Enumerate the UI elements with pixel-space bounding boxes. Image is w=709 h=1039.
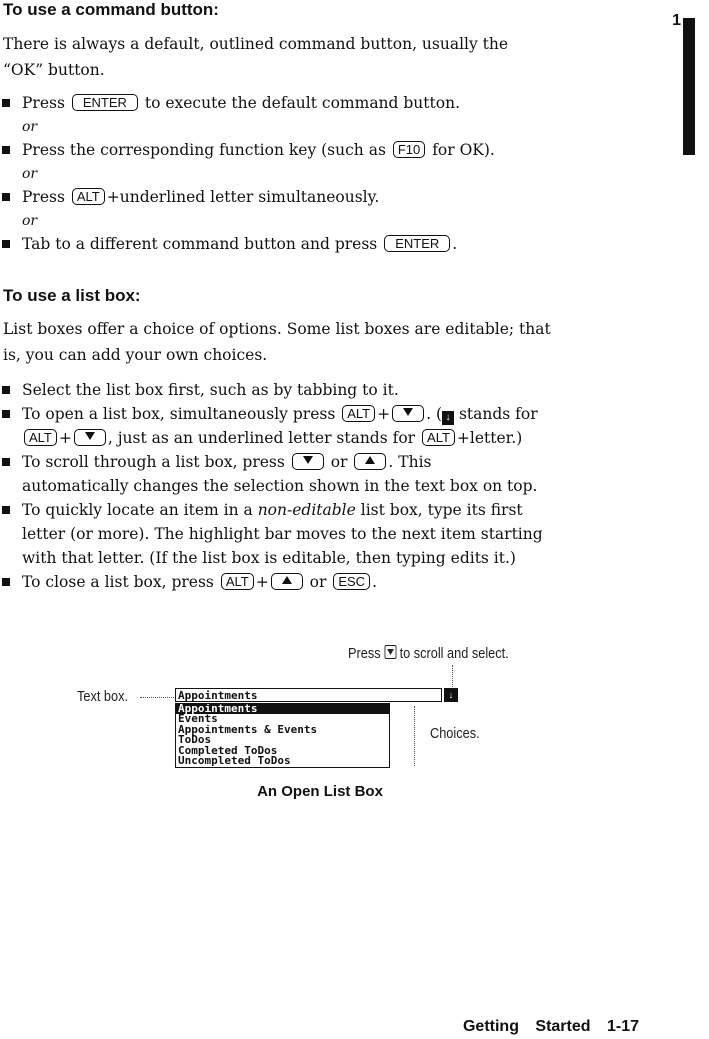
down-arrow-key bbox=[74, 429, 106, 446]
list-item: Completed ToDos bbox=[178, 745, 278, 756]
down-arrow-key-icon bbox=[384, 645, 396, 659]
list-item: Events bbox=[178, 714, 218, 725]
text: or bbox=[330, 453, 348, 471]
f10-key: F10 bbox=[393, 141, 425, 158]
bullet bbox=[2, 386, 10, 394]
bullet bbox=[2, 240, 10, 248]
text: + bbox=[255, 573, 269, 591]
text: with that letter. (If the list box is editable, then typing edits it.) bbox=[22, 549, 516, 567]
text: stands for bbox=[458, 405, 538, 423]
list-item bbox=[22, 232, 642, 256]
list-item bbox=[22, 138, 642, 162]
list-item: Appointments & Events bbox=[178, 724, 318, 736]
enter-key: ENTER bbox=[384, 235, 450, 252]
figure-caption: An Open List Box bbox=[257, 783, 383, 800]
text: letter (or more). The highlight bar moves to the next item starting bbox=[22, 525, 543, 543]
intro-line-1: There is always a default, outlined command button, usually the bbox=[3, 35, 509, 53]
text: +underlined letter simultaneously. bbox=[106, 188, 380, 206]
heading-list-box: To use a list box: bbox=[3, 286, 141, 305]
list-item bbox=[22, 498, 642, 570]
or-label: or bbox=[22, 119, 38, 135]
text: To scroll through a list box, press bbox=[22, 453, 285, 471]
text: to scroll and select. bbox=[399, 645, 509, 662]
list-item bbox=[22, 185, 642, 209]
bullet bbox=[2, 458, 10, 466]
down-arrow-key bbox=[292, 453, 324, 470]
callout-scroll bbox=[348, 645, 509, 662]
esc-key: ESC bbox=[333, 573, 370, 590]
text: Press bbox=[22, 94, 65, 112]
intro-line-2: “OK” button. bbox=[3, 61, 105, 79]
list-item: Uncompleted ToDos bbox=[178, 755, 291, 767]
list-box-choices bbox=[175, 703, 390, 768]
text: +letter.) bbox=[456, 429, 523, 447]
down-arrow-key bbox=[392, 405, 424, 422]
alt-key: ALT bbox=[422, 429, 455, 446]
alt-key: ALT bbox=[342, 405, 375, 422]
up-arrow-icon bbox=[282, 576, 292, 584]
list-item: ToDos bbox=[178, 735, 212, 746]
bullet bbox=[2, 410, 10, 418]
text: automatically changes the selection shown in the text box on top. bbox=[22, 477, 538, 495]
up-arrow-icon bbox=[365, 456, 375, 464]
intro-line-2: is, you can add your own choices. bbox=[3, 346, 268, 364]
intro-line-1: List boxes offer a choice of options. Some list boxes are editable; that bbox=[3, 320, 551, 338]
list-item: Appointments bbox=[176, 704, 389, 714]
bullet bbox=[2, 99, 10, 107]
list-drop-button: ↓ bbox=[444, 688, 458, 702]
emphasis: non-editable bbox=[257, 501, 356, 519]
text: Press the corresponding function key (such as bbox=[22, 141, 386, 159]
alt-key: ALT bbox=[221, 573, 254, 590]
list-box-figure bbox=[175, 688, 459, 768]
text: To close a list box, press bbox=[22, 573, 214, 591]
down-arrow-icon bbox=[85, 432, 95, 440]
text: Press bbox=[22, 188, 65, 206]
down-arrow-icon bbox=[403, 408, 413, 416]
list-drop-icon: ↓ bbox=[442, 411, 454, 425]
text: for OK). bbox=[432, 141, 495, 159]
chapter-number: 1 bbox=[672, 12, 681, 29]
text: + bbox=[58, 429, 72, 447]
text: + bbox=[377, 405, 391, 423]
text: Tab to a different command button and press bbox=[22, 235, 378, 253]
or-label: or bbox=[22, 213, 38, 229]
page-footer: Getting Started 1-17 bbox=[462, 1018, 639, 1035]
text: . ( bbox=[426, 405, 443, 423]
list-item bbox=[22, 91, 642, 115]
text: . bbox=[452, 235, 458, 253]
bullet bbox=[2, 506, 10, 514]
textbox-label: Text box. bbox=[77, 688, 129, 705]
list-box-text: Appointments bbox=[175, 688, 442, 702]
text: . This bbox=[388, 453, 432, 471]
choices-bracket bbox=[414, 706, 415, 766]
bullet bbox=[2, 193, 10, 201]
text: To quickly locate an item in a bbox=[22, 501, 253, 519]
alt-key: ALT bbox=[72, 188, 105, 205]
enter-key: ENTER bbox=[72, 94, 138, 111]
text: . bbox=[372, 573, 377, 591]
list-item bbox=[22, 570, 642, 594]
heading-command-button: To use a command button: bbox=[3, 0, 219, 19]
chapter-tab bbox=[683, 18, 695, 155]
text: , just as an underlined letter stands for bbox=[107, 429, 416, 447]
down-arrow-icon bbox=[303, 456, 313, 464]
text: To open a list box, simultaneously press bbox=[22, 405, 336, 423]
bullet bbox=[2, 146, 10, 154]
up-arrow-key bbox=[271, 573, 303, 590]
text: to execute the default command button. bbox=[144, 94, 460, 112]
textbox-leader bbox=[140, 697, 174, 698]
text: or bbox=[309, 573, 327, 591]
text: Select the list box first, such as by tabbing to it. bbox=[22, 381, 399, 399]
choices-label: Choices. bbox=[430, 725, 480, 742]
text: Press bbox=[348, 645, 381, 662]
alt-key: ALT bbox=[24, 429, 57, 446]
or-label: or bbox=[22, 166, 38, 182]
up-arrow-key bbox=[354, 453, 386, 470]
list-item bbox=[22, 378, 642, 402]
list-item bbox=[22, 450, 642, 498]
bullet bbox=[2, 578, 10, 586]
text: list box, type its first bbox=[360, 501, 523, 519]
callout-line bbox=[452, 665, 453, 687]
list-item bbox=[22, 402, 642, 450]
